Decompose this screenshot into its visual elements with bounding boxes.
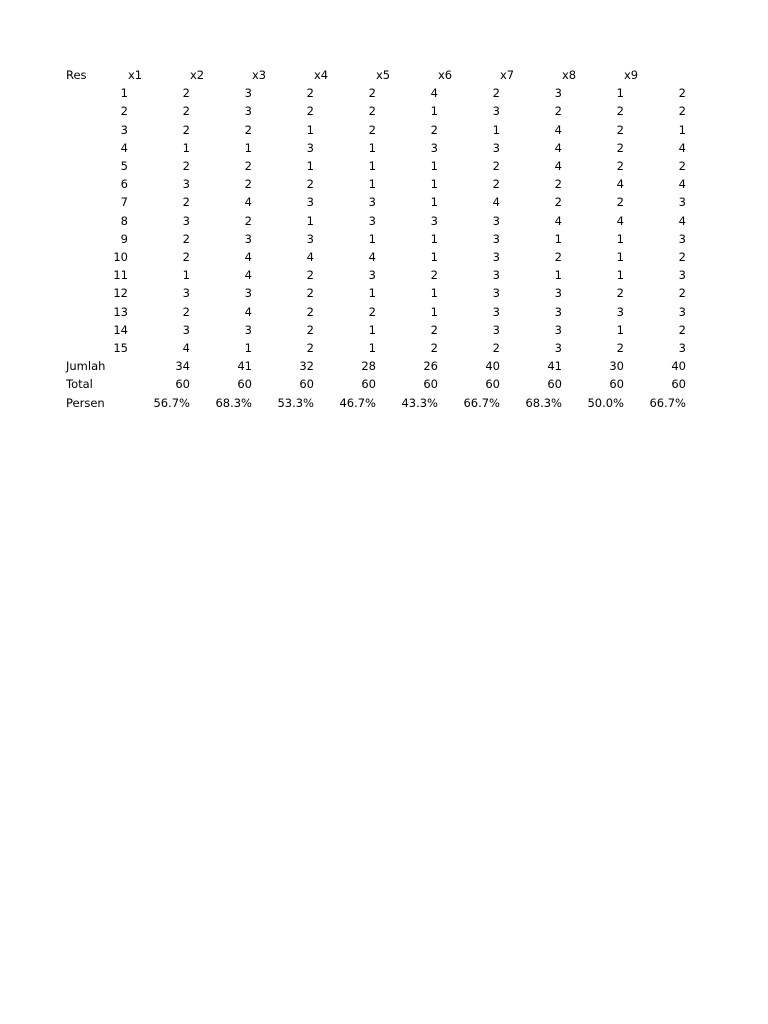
score-cell: 2	[678, 250, 686, 265]
score-cell: 3	[430, 140, 438, 155]
score-cell: 3	[678, 341, 686, 356]
score-cell: 3	[492, 104, 500, 119]
score-cell: 3	[492, 286, 500, 301]
header-x9: x9	[624, 68, 639, 82]
score-cell: 1	[678, 122, 686, 137]
score-cell: 2	[492, 177, 500, 192]
spreadsheet	[66, 66, 686, 412]
score-cell: 1	[616, 250, 624, 265]
respondent-id-cell: 5	[120, 159, 128, 174]
score-cell: 4	[678, 213, 686, 228]
score-cell: 3	[182, 177, 190, 192]
summary-value-cell: 26	[423, 359, 438, 374]
respondent-id-cell: 4	[120, 140, 128, 155]
score-cell: 3	[492, 231, 500, 246]
score-cell: 4	[554, 140, 562, 155]
summary-value-cell: 30	[609, 359, 624, 374]
score-cell: 3	[678, 195, 686, 210]
score-cell: 2	[182, 195, 190, 210]
score-cell: 3	[554, 322, 562, 337]
table-row	[66, 175, 686, 193]
summary-value-cell: 60	[609, 377, 624, 392]
score-cell: 2	[616, 195, 624, 210]
score-cell: 2	[430, 268, 438, 283]
summary-value-cell: 41	[547, 359, 562, 374]
summary-value-cell: 60	[485, 377, 500, 392]
summary-value-cell: 43.3%	[401, 395, 438, 410]
score-cell: 1	[306, 213, 314, 228]
score-cell: 3	[244, 286, 252, 301]
table-row	[66, 248, 686, 266]
score-cell: 1	[430, 159, 438, 174]
score-cell: 1	[306, 159, 314, 174]
score-cell: 1	[368, 231, 376, 246]
score-cell: 1	[430, 231, 438, 246]
summary-value-cell: 60	[547, 377, 562, 392]
score-cell: 4	[616, 213, 624, 228]
score-cell: 3	[306, 195, 314, 210]
score-cell: 2	[554, 250, 562, 265]
table-row	[66, 230, 686, 248]
header-x7: x7	[500, 68, 515, 82]
score-cell: 2	[244, 177, 252, 192]
summary-row	[66, 394, 686, 412]
score-cell: 3	[306, 140, 314, 155]
header-x5: x5	[376, 68, 391, 82]
score-cell: 3	[492, 304, 500, 319]
respondent-id-cell: 1	[120, 86, 128, 101]
score-cell: 1	[430, 286, 438, 301]
score-cell: 1	[182, 140, 190, 155]
score-cell: 2	[182, 86, 190, 101]
score-cell: 4	[678, 140, 686, 155]
score-cell: 1	[368, 140, 376, 155]
data-table	[66, 66, 686, 412]
summary-value-cell: 40	[671, 359, 686, 374]
score-cell: 1	[244, 341, 252, 356]
summary-value-cell: 53.3%	[277, 395, 314, 410]
header-x2: x2	[190, 68, 205, 82]
respondent-id-cell: 8	[120, 213, 128, 228]
summary-value-cell: 60	[175, 377, 190, 392]
score-cell: 2	[182, 159, 190, 174]
score-cell: 2	[182, 304, 190, 319]
score-cell: 3	[554, 286, 562, 301]
table-row	[66, 193, 686, 211]
score-cell: 1	[554, 231, 562, 246]
score-cell: 3	[492, 322, 500, 337]
respondent-id-cell: 7	[120, 195, 128, 210]
score-cell: 2	[616, 286, 624, 301]
score-cell: 1	[430, 304, 438, 319]
score-cell: 2	[616, 104, 624, 119]
score-cell: 1	[368, 159, 376, 174]
score-cell: 3	[368, 268, 376, 283]
score-cell: 2	[678, 322, 686, 337]
respondent-id-cell: 2	[120, 104, 128, 119]
score-cell: 3	[244, 322, 252, 337]
summary-value-cell: 60	[299, 377, 314, 392]
summary-value-cell: 60	[423, 377, 438, 392]
score-cell: 3	[492, 213, 500, 228]
header-x8: x8	[562, 68, 577, 82]
score-cell: 3	[492, 268, 500, 283]
score-cell: 1	[368, 286, 376, 301]
table-row	[66, 157, 686, 175]
score-cell: 1	[368, 322, 376, 337]
summary-value-cell: 50.0%	[587, 395, 624, 410]
score-cell: 2	[306, 322, 314, 337]
respondent-id-cell: 10	[113, 250, 128, 265]
respondent-id-cell: 14	[113, 322, 128, 337]
score-cell: 1	[492, 122, 500, 137]
score-cell: 2	[616, 122, 624, 137]
score-cell: 1	[368, 341, 376, 356]
score-cell: 2	[492, 86, 500, 101]
score-cell: 2	[182, 250, 190, 265]
score-cell: 2	[430, 322, 438, 337]
score-cell: 4	[678, 177, 686, 192]
score-cell: 2	[678, 104, 686, 119]
score-cell: 2	[616, 341, 624, 356]
score-cell: 4	[554, 213, 562, 228]
score-cell: 2	[306, 341, 314, 356]
score-cell: 3	[430, 213, 438, 228]
score-cell: 4	[492, 195, 500, 210]
header-x4: x4	[314, 68, 329, 82]
score-cell: 2	[430, 122, 438, 137]
table-row	[66, 284, 686, 302]
score-cell: 4	[244, 268, 252, 283]
respondent-id-cell: 11	[113, 268, 128, 283]
respondent-id-cell: 13	[113, 304, 128, 319]
header-res: Res	[66, 68, 87, 82]
score-cell: 1	[430, 250, 438, 265]
score-cell: 1	[616, 231, 624, 246]
summary-value-cell: 56.7%	[153, 395, 190, 410]
score-cell: 4	[244, 250, 252, 265]
header-row	[66, 66, 686, 84]
score-cell: 1	[616, 268, 624, 283]
score-cell: 1	[306, 122, 314, 137]
table-row	[66, 139, 686, 157]
score-cell: 1	[616, 322, 624, 337]
score-cell: 4	[554, 159, 562, 174]
score-cell: 2	[306, 304, 314, 319]
score-cell: 2	[678, 286, 686, 301]
score-cell: 3	[616, 304, 624, 319]
table-row	[66, 303, 686, 321]
score-cell: 1	[430, 104, 438, 119]
summary-value-cell: 40	[485, 359, 500, 374]
header-x3: x3	[252, 68, 267, 82]
score-cell: 2	[244, 159, 252, 174]
score-cell: 3	[182, 286, 190, 301]
summary-body	[66, 357, 686, 412]
score-cell: 3	[368, 213, 376, 228]
summary-value-cell: 66.7%	[463, 395, 500, 410]
score-cell: 2	[554, 104, 562, 119]
score-cell: 3	[678, 231, 686, 246]
respondent-id-cell: 6	[120, 177, 128, 192]
score-cell: 2	[306, 177, 314, 192]
score-cell: 3	[244, 104, 252, 119]
score-cell: 3	[182, 213, 190, 228]
score-cell: 4	[368, 250, 376, 265]
summary-value-cell: 68.3%	[525, 395, 562, 410]
score-cell: 1	[430, 195, 438, 210]
table-row	[66, 102, 686, 120]
score-cell: 1	[244, 140, 252, 155]
summary-value-cell: 41	[237, 359, 252, 374]
table-row	[66, 212, 686, 230]
score-cell: 2	[306, 286, 314, 301]
header-x1: x1	[128, 68, 143, 82]
table-row	[66, 321, 686, 339]
summary-value-cell: 46.7%	[339, 395, 376, 410]
score-cell: 4	[616, 177, 624, 192]
score-cell: 2	[616, 159, 624, 174]
summary-row	[66, 357, 686, 375]
score-cell: 4	[430, 86, 438, 101]
score-cell: 3	[244, 231, 252, 246]
score-cell: 2	[306, 104, 314, 119]
summary-value-cell: 60	[237, 377, 252, 392]
score-cell: 2	[182, 231, 190, 246]
table-body	[66, 84, 686, 357]
score-cell: 3	[678, 268, 686, 283]
score-cell: 3	[492, 250, 500, 265]
score-cell: 2	[678, 86, 686, 101]
summary-label: Jumlah	[66, 359, 106, 374]
summary-row	[66, 375, 686, 393]
score-cell: 2	[492, 159, 500, 174]
score-cell: 2	[182, 122, 190, 137]
summary-value-cell: 68.3%	[215, 395, 252, 410]
score-cell: 3	[554, 86, 562, 101]
respondent-id-cell: 15	[113, 341, 128, 356]
score-cell: 1	[554, 268, 562, 283]
respondent-id-cell: 12	[113, 286, 128, 301]
score-cell: 1	[182, 268, 190, 283]
score-cell: 3	[554, 341, 562, 356]
score-cell: 3	[554, 304, 562, 319]
summary-label: Persen	[66, 395, 105, 410]
score-cell: 4	[182, 341, 190, 356]
summary-value-cell: 34	[175, 359, 190, 374]
table-row	[66, 121, 686, 139]
score-cell: 2	[244, 213, 252, 228]
score-cell: 2	[368, 122, 376, 137]
table-row	[66, 339, 686, 357]
respondent-id-cell: 3	[120, 122, 128, 137]
score-cell: 2	[306, 268, 314, 283]
score-cell: 2	[430, 341, 438, 356]
summary-value-cell: 32	[299, 359, 314, 374]
score-cell: 4	[244, 304, 252, 319]
score-cell: 2	[368, 104, 376, 119]
summary-value-cell: 60	[671, 377, 686, 392]
score-cell: 2	[182, 104, 190, 119]
summary-value-cell: 60	[361, 377, 376, 392]
score-cell: 2	[368, 304, 376, 319]
score-cell: 1	[616, 86, 624, 101]
score-cell: 3	[244, 86, 252, 101]
score-cell: 3	[306, 231, 314, 246]
summary-value-cell: 66.7%	[649, 395, 686, 410]
score-cell: 4	[554, 122, 562, 137]
summary-label: Total	[66, 377, 93, 392]
score-cell: 3	[678, 304, 686, 319]
header-x6: x6	[438, 68, 453, 82]
score-cell: 2	[616, 140, 624, 155]
score-cell: 2	[554, 177, 562, 192]
score-cell: 1	[430, 177, 438, 192]
score-cell: 3	[182, 322, 190, 337]
score-cell: 2	[492, 341, 500, 356]
score-cell: 4	[244, 195, 252, 210]
score-cell: 2	[244, 122, 252, 137]
score-cell: 4	[306, 250, 314, 265]
score-cell: 3	[492, 140, 500, 155]
score-cell: 2	[306, 86, 314, 101]
score-cell: 2	[554, 195, 562, 210]
respondent-id-cell: 9	[120, 231, 128, 246]
score-cell: 1	[368, 177, 376, 192]
summary-value-cell: 28	[361, 359, 376, 374]
score-cell: 2	[368, 86, 376, 101]
score-cell: 2	[678, 159, 686, 174]
score-cell: 3	[368, 195, 376, 210]
table-row	[66, 84, 686, 102]
table-row	[66, 266, 686, 284]
